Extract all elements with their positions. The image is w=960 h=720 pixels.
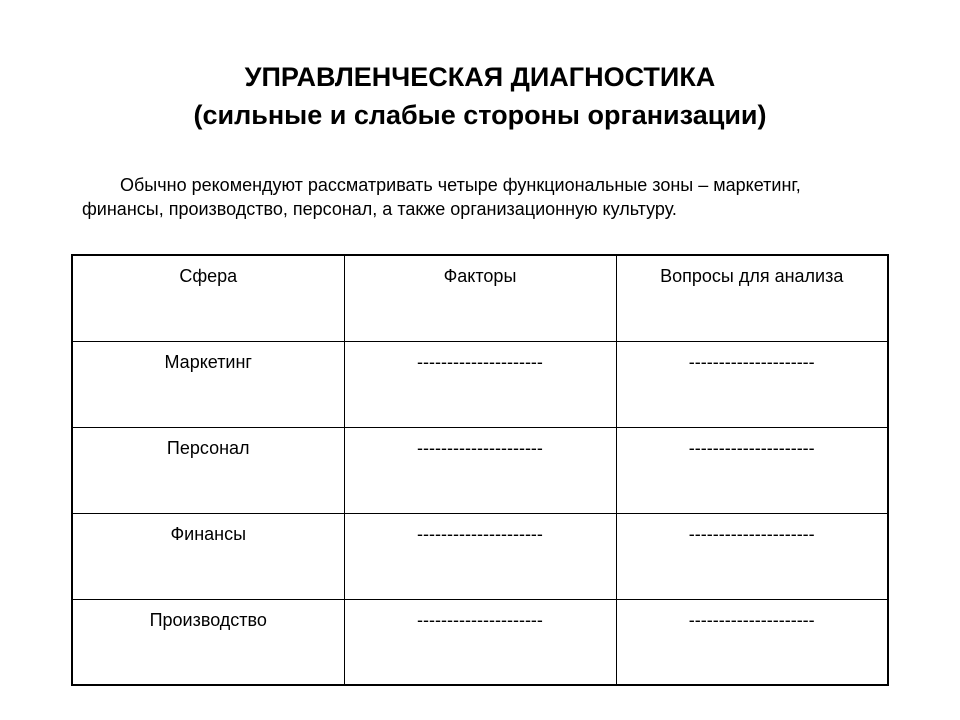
cell-factors: --------------------- — [344, 341, 616, 427]
cell-factors: --------------------- — [344, 599, 616, 685]
cell-sphere: Производство — [72, 599, 344, 685]
cell-questions: --------------------- — [616, 599, 888, 685]
table-row — [72, 599, 888, 685]
table-row — [72, 513, 888, 599]
title-line-1: УПРАВЛЕНЧЕСКАЯ ДИАГНОСТИКА — [244, 62, 716, 92]
table-header-row — [72, 255, 888, 341]
cell-questions: --------------------- — [616, 513, 888, 599]
table-row — [72, 341, 888, 427]
table-row — [72, 427, 888, 513]
page-title — [0, 58, 960, 134]
cell-factors: --------------------- — [344, 427, 616, 513]
cell-sphere: Финансы — [72, 513, 344, 599]
cell-questions: --------------------- — [616, 427, 888, 513]
cell-questions: --------------------- — [616, 341, 888, 427]
diagnostics-table — [71, 254, 889, 686]
cell-sphere: Персонал — [72, 427, 344, 513]
intro-paragraph: Обычно рекомендуют рассматривать четыре функциональные зоны – маркетинг, финансы, производство, персонал, а также организационную культуру. — [82, 175, 801, 219]
cell-factors: --------------------- — [344, 513, 616, 599]
cell-sphere: Маркетинг — [72, 341, 344, 427]
header-sphere: Сфера — [72, 255, 344, 341]
header-factors: Факторы — [344, 255, 616, 341]
title-line-2: (сильные и слабые стороны организации) — [193, 100, 767, 130]
header-questions: Вопросы для анализа — [616, 255, 888, 341]
